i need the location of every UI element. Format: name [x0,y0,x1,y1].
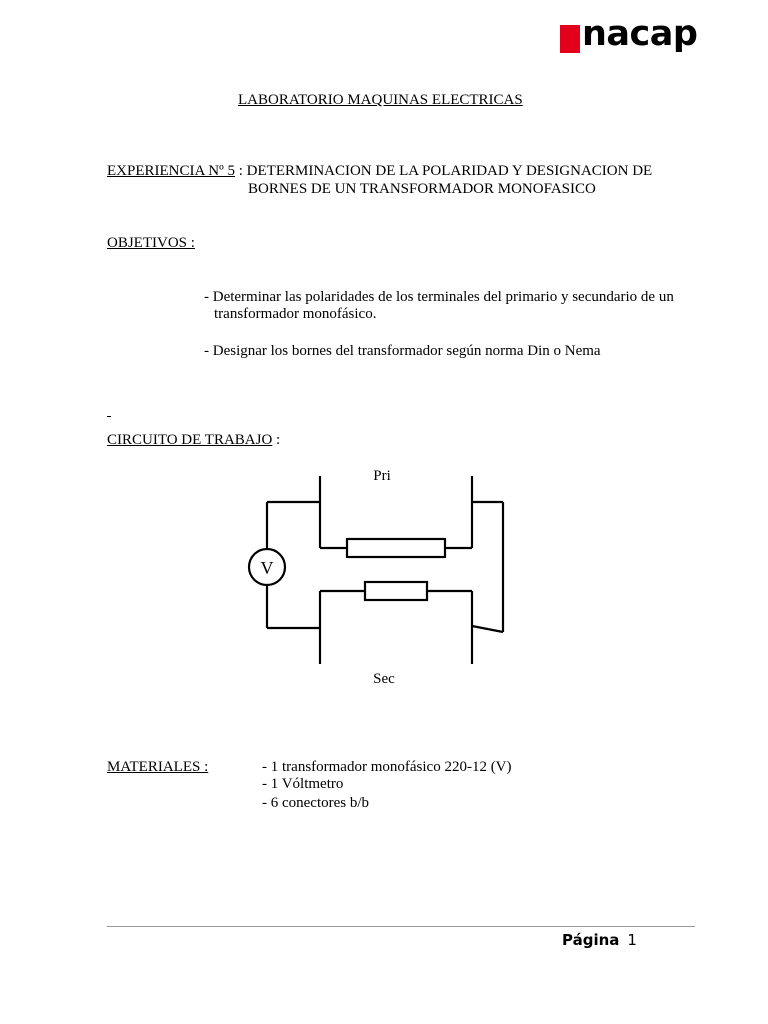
circuit-separator: : [272,432,281,448]
experience-separator: : [234,163,247,179]
experience-label: EXPERIENCIA Nº 5 [107,163,235,179]
objectives-heading: OBJETIVOS : [107,235,195,251]
material-item: - 6 conectores b/b [262,795,370,811]
objective-2: - Designar los bornes del transformador según norma Din o Nema [204,343,601,359]
objective-1-line-1: - Determinar las polaridades de los terminales del primario y secundario de un [204,289,674,305]
circuit-heading: CIRCUITO DE TRABAJO [107,432,273,448]
material-item: - 1 transformador monofásico 220-12 (V) [262,759,512,775]
logo-text: nacap [582,14,698,54]
secondary-winding [365,582,427,600]
primary-label: Pri [373,468,391,484]
experience-title-1: DETERMINACION DE LA POLARIDAD Y DESIGNACION DE [246,163,653,179]
bridge-bottom-wire [472,626,503,632]
page-number: 1 [627,931,637,949]
page-label: Página [562,931,620,949]
document-title: LABORATORIO MAQUINAS ELECTRICAS [238,92,523,108]
footer-divider [107,926,695,927]
page-footer [562,931,637,949]
voltmeter-label: V [260,558,274,578]
experience-title-2: BORNES DE UN TRANSFORMADOR MONOFASICO [248,181,596,197]
objective-1-line-2: transformador monofásico. [214,306,377,322]
secondary-label: Sec [373,671,395,687]
primary-winding [347,539,445,557]
materials-heading: MATERIALES : [107,759,209,775]
material-item: - 1 Vóltmetro [262,776,344,792]
